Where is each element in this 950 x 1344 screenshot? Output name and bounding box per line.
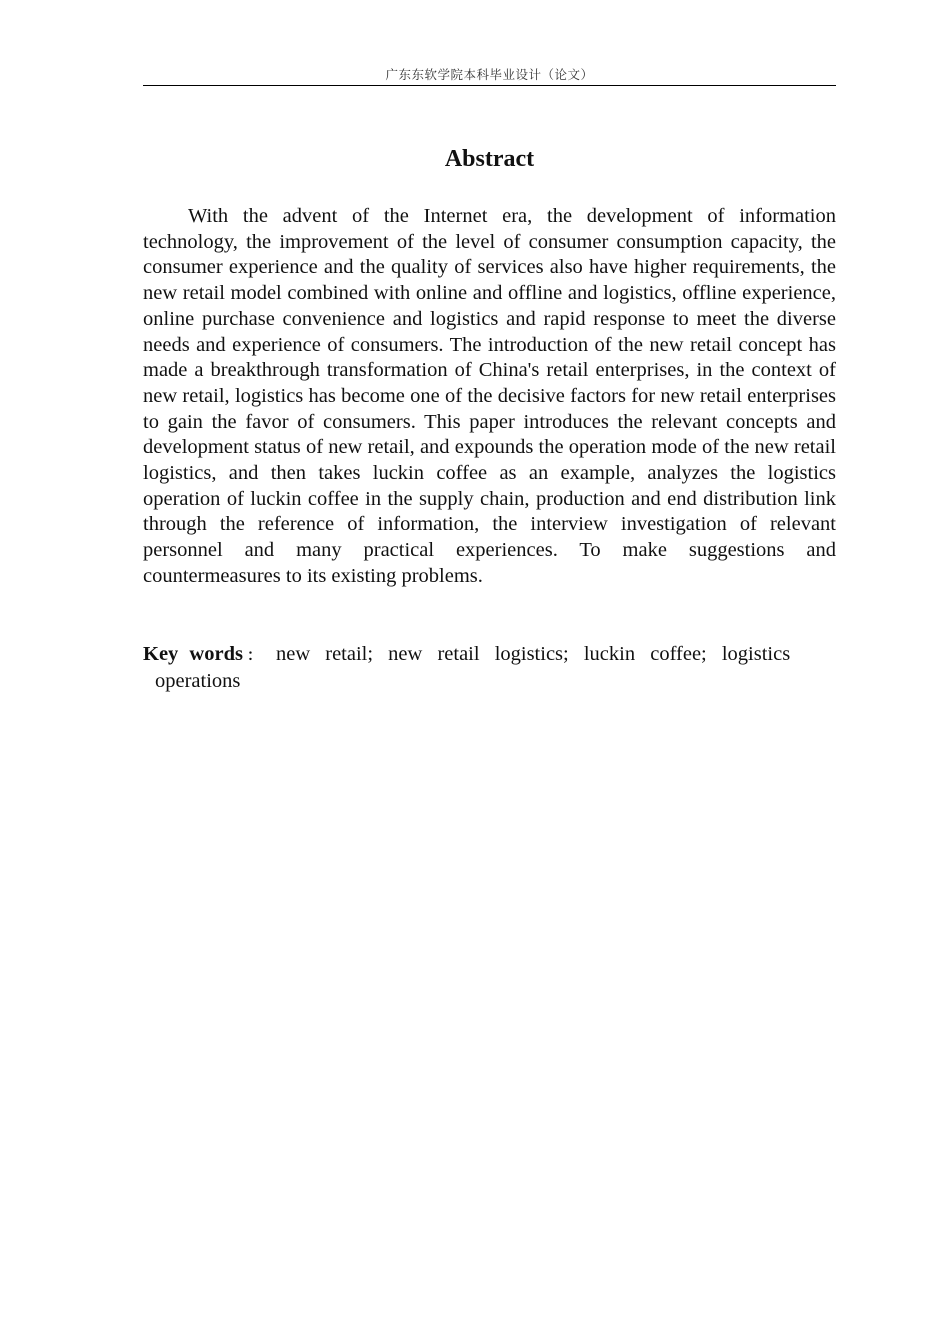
keywords-label: Key words [143,643,243,665]
keywords-values-continued: operations [155,669,241,692]
abstract-title: Abstract [444,146,535,172]
header-rule [143,85,836,86]
keywords-colon: ： [246,646,262,664]
keywords-paragraph [143,642,836,694]
abstract-body: With the advent of the Internet era, the development of information technology, the improvement of the level of consumer consumption capacity, the consumer experience and the quality of services also have higher requirements, the new retail model combined with online and offline and logistics, offline experience, online purchase convenience and logistics and rapid response to meet the diverse needs and experience of consumers. The introduction of the new retail concept has made a breakthrough transformation of China's retail enterprises, in the context of new retail, logistics has become one of the decisive factors for new retail enterprises to gain the favor of consumers. This paper introduces the relevant concepts and development status of new retail, and expounds the operation mode of the new retail logistics, and then takes luckin coffee as an example, analyzes the logistics operation of luckin coffee in the supply chain, production and end distribution link through the reference of information, the interview investigation of relevant personnel and many practical experiences. To make suggestions and countermeasures to its existing problems. [143,205,836,587]
running-header: 广东东软学院本科毕业设计（论文） [385,67,594,82]
keywords-values: new retail; new retail logistics; luckin coffee; logistics [275,643,791,665]
